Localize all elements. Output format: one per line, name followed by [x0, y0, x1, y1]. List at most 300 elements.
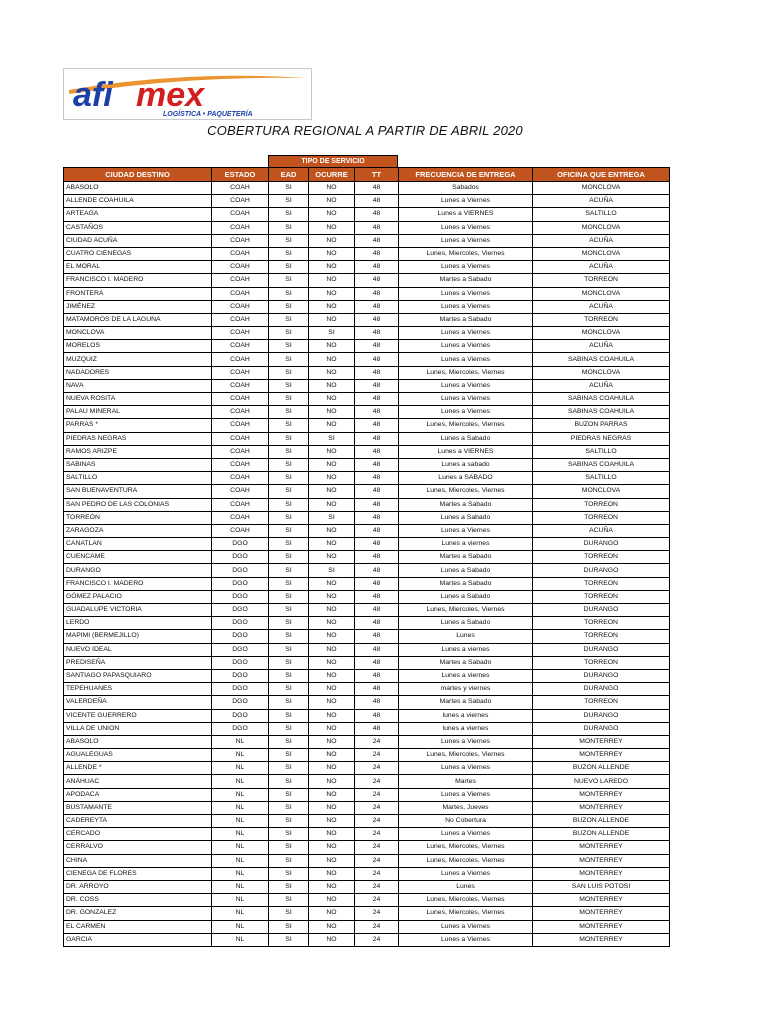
frequency-cell: Lunes a viernes — [399, 538, 533, 551]
state-cell: COAH — [212, 485, 269, 498]
state-cell: DGO — [212, 683, 269, 696]
ead-cell: SI — [269, 485, 309, 498]
ocurre-cell: SI — [309, 327, 355, 340]
state-cell: COAH — [212, 472, 269, 485]
ead-cell: SI — [269, 208, 309, 221]
table-row — [64, 722, 670, 735]
city-cell: PIEDRAS NEGRAS — [64, 432, 212, 445]
office-cell: MONTERREY — [533, 788, 670, 801]
office-cell: TORREON — [533, 656, 670, 669]
state-cell: COAH — [212, 208, 269, 221]
ead-cell: SI — [269, 538, 309, 551]
tt-cell: 48 — [355, 406, 399, 419]
ead-cell: SI — [269, 722, 309, 735]
table-row — [64, 643, 670, 656]
office-cell: SABINAS COAHUILA — [533, 406, 670, 419]
state-cell: NL — [212, 775, 269, 788]
table-row — [64, 261, 670, 274]
frequency-cell: Lunes, Miercoles, Viernes — [399, 485, 533, 498]
ead-cell: SI — [269, 379, 309, 392]
office-cell: DURANGO — [533, 709, 670, 722]
tt-cell: 48 — [355, 617, 399, 630]
table-row — [64, 551, 670, 564]
frequency-cell: Lunes a Viernes — [399, 788, 533, 801]
ocurre-cell: NO — [309, 551, 355, 564]
table-row — [64, 247, 670, 260]
state-cell: COAH — [212, 458, 269, 471]
ead-cell: SI — [269, 801, 309, 814]
frequency-cell: Lunes a Viernes — [399, 406, 533, 419]
office-cell: ACUÑA — [533, 300, 670, 313]
office-cell: TORREON — [533, 551, 670, 564]
tt-cell: 48 — [355, 182, 399, 195]
table-row — [64, 933, 670, 946]
city-cell: CUATRO CIENEGAS — [64, 247, 212, 260]
office-cell: ACUÑA — [533, 234, 670, 247]
city-cell: ANÁHUAC — [64, 775, 212, 788]
city-cell: CHINA — [64, 854, 212, 867]
state-cell: COAH — [212, 261, 269, 274]
office-cell: MONCLOVA — [533, 247, 670, 260]
tt-cell: 48 — [355, 630, 399, 643]
ead-cell: SI — [269, 920, 309, 933]
ocurre-cell: NO — [309, 722, 355, 735]
city-cell: EL CARMEN — [64, 920, 212, 933]
city-cell: FRONTERA — [64, 287, 212, 300]
tt-cell: 48 — [355, 432, 399, 445]
city-cell: FRANCISCO I. MADERO — [64, 577, 212, 590]
office-cell: MONTERREY — [533, 735, 670, 748]
tt-cell: 48 — [355, 234, 399, 247]
frequency-cell: Lunes a Viernes — [399, 867, 533, 880]
ead-cell: SI — [269, 313, 309, 326]
state-cell: NL — [212, 920, 269, 933]
state-cell: NL — [212, 933, 269, 946]
state-cell: COAH — [212, 313, 269, 326]
ocurre-cell: NO — [309, 208, 355, 221]
frequency-cell: Sabados — [399, 182, 533, 195]
ocurre-cell: NO — [309, 419, 355, 432]
office-cell: TORREON — [533, 630, 670, 643]
office-cell: SABINAS COAHUILA — [533, 393, 670, 406]
city-cell: APODACA — [64, 788, 212, 801]
tt-cell: 24 — [355, 867, 399, 880]
ocurre-cell: NO — [309, 485, 355, 498]
office-cell: MONTERREY — [533, 801, 670, 814]
ocurre-cell: NO — [309, 577, 355, 590]
table-row — [64, 749, 670, 762]
city-cell: SAN PEDRO DE LAS COLONIAS — [64, 498, 212, 511]
ocurre-cell: NO — [309, 234, 355, 247]
state-cell: DGO — [212, 617, 269, 630]
ead-cell: SI — [269, 828, 309, 841]
ocurre-cell: NO — [309, 617, 355, 630]
frequency-cell: Martes a Sabado — [399, 498, 533, 511]
table-row — [64, 907, 670, 920]
ocurre-cell: NO — [309, 300, 355, 313]
table-row — [64, 656, 670, 669]
tt-cell: 48 — [355, 564, 399, 577]
ead-cell: SI — [269, 669, 309, 682]
office-cell: PIEDRAS NEGRAS — [533, 432, 670, 445]
state-cell: DGO — [212, 656, 269, 669]
city-cell: NAVA — [64, 379, 212, 392]
state-cell: COAH — [212, 379, 269, 392]
tt-cell: 24 — [355, 894, 399, 907]
ocurre-cell: NO — [309, 221, 355, 234]
logo-tagline: LOGÍSTICA • PAQUETERÍA — [163, 111, 253, 118]
table-row — [64, 538, 670, 551]
ocurre-cell: NO — [309, 828, 355, 841]
city-cell: VILLA DE UNION — [64, 722, 212, 735]
frequency-cell: Lunes a viernes — [399, 643, 533, 656]
table-row — [64, 485, 670, 498]
office-cell: MONTERREY — [533, 749, 670, 762]
office-cell: MONCLOVA — [533, 327, 670, 340]
office-cell: ACUÑA — [533, 195, 670, 208]
state-cell: COAH — [212, 287, 269, 300]
tt-cell: 24 — [355, 920, 399, 933]
frequency-cell: Lunes, Miercoles, Viernes — [399, 419, 533, 432]
frequency-cell: Lunes a Viernes — [399, 920, 533, 933]
logo-text-mex: mex — [136, 76, 205, 114]
state-cell: NL — [212, 801, 269, 814]
tt-cell: 24 — [355, 762, 399, 775]
ead-cell: SI — [269, 933, 309, 946]
city-cell: GUADALUPE VICTORIA — [64, 604, 212, 617]
ead-cell: SI — [269, 327, 309, 340]
frequency-cell: lunes a viernes — [399, 722, 533, 735]
state-cell: NL — [212, 894, 269, 907]
ocurre-cell: NO — [309, 353, 355, 366]
table-row — [64, 564, 670, 577]
ocurre-cell: NO — [309, 709, 355, 722]
tt-cell: 48 — [355, 472, 399, 485]
state-cell: NL — [212, 828, 269, 841]
frequency-cell: Lunes a Viernes — [399, 195, 533, 208]
state-cell: COAH — [212, 498, 269, 511]
ocurre-cell: NO — [309, 854, 355, 867]
ocurre-cell: NO — [309, 524, 355, 537]
tt-cell: 48 — [355, 551, 399, 564]
frequency-cell: Lunes a Viernes — [399, 379, 533, 392]
office-cell: TORREON — [533, 511, 670, 524]
frequency-cell: Lunes — [399, 630, 533, 643]
ead-cell: SI — [269, 762, 309, 775]
city-cell: SALTILLO — [64, 472, 212, 485]
tt-cell: 48 — [355, 221, 399, 234]
office-cell: TORREON — [533, 313, 670, 326]
ocurre-cell: NO — [309, 247, 355, 260]
state-cell: DGO — [212, 590, 269, 603]
state-cell: COAH — [212, 353, 269, 366]
frequency-cell: Martes a Sabado — [399, 577, 533, 590]
tt-cell: 48 — [355, 511, 399, 524]
state-cell: COAH — [212, 182, 269, 195]
tt-cell: 24 — [355, 907, 399, 920]
office-cell: SABINAS COAHUILA — [533, 353, 670, 366]
city-cell: LERDO — [64, 617, 212, 630]
office-cell: MONCLOVA — [533, 485, 670, 498]
state-cell: COAH — [212, 195, 269, 208]
ead-cell: SI — [269, 735, 309, 748]
table-row — [64, 683, 670, 696]
ead-cell: SI — [269, 880, 309, 893]
ead-cell: SI — [269, 472, 309, 485]
office-cell: BUZON ALLENDE — [533, 815, 670, 828]
city-cell: ZARAGOZA — [64, 524, 212, 537]
table-row — [64, 801, 670, 814]
ead-cell: SI — [269, 195, 309, 208]
table-row — [64, 353, 670, 366]
office-cell: TORREON — [533, 590, 670, 603]
city-cell: ARTEAGA — [64, 208, 212, 221]
table-row — [64, 775, 670, 788]
table-row — [64, 406, 670, 419]
tt-cell: 24 — [355, 788, 399, 801]
tt-cell: 48 — [355, 353, 399, 366]
table-row — [64, 287, 670, 300]
city-cell: MORELOS — [64, 340, 212, 353]
city-cell: PALAU MINERAL — [64, 406, 212, 419]
ead-cell: SI — [269, 577, 309, 590]
tt-cell: 48 — [355, 722, 399, 735]
frequency-cell: Lunes, Miercoles, Viernes — [399, 907, 533, 920]
table-row — [64, 366, 670, 379]
city-cell: ABASOLO — [64, 735, 212, 748]
ead-cell: SI — [269, 907, 309, 920]
state-cell: NL — [212, 867, 269, 880]
state-cell: NL — [212, 788, 269, 801]
office-cell: ACUÑA — [533, 379, 670, 392]
city-cell: FRANCISCO I. MADERO — [64, 274, 212, 287]
tt-cell: 24 — [355, 735, 399, 748]
office-cell: DURANGO — [533, 564, 670, 577]
tt-cell: 48 — [355, 208, 399, 221]
tt-cell: 48 — [355, 340, 399, 353]
ocurre-cell: NO — [309, 630, 355, 643]
frequency-cell: Lunes a Viernes — [399, 300, 533, 313]
ead-cell: SI — [269, 656, 309, 669]
office-cell: SALTILLO — [533, 445, 670, 458]
ead-cell: SI — [269, 683, 309, 696]
ead-cell: SI — [269, 867, 309, 880]
ocurre-cell: NO — [309, 445, 355, 458]
office-cell: ACUÑA — [533, 524, 670, 537]
table-row — [64, 590, 670, 603]
office-cell: MONTERREY — [533, 854, 670, 867]
office-cell: MONTERREY — [533, 907, 670, 920]
state-cell: DGO — [212, 604, 269, 617]
ocurre-cell: NO — [309, 274, 355, 287]
state-cell: DGO — [212, 551, 269, 564]
table-row — [64, 511, 670, 524]
tt-cell: 48 — [355, 379, 399, 392]
office-cell: DURANGO — [533, 683, 670, 696]
city-cell: CANATLAN — [64, 538, 212, 551]
ocurre-cell: NO — [309, 749, 355, 762]
table-row — [64, 735, 670, 748]
tt-cell: 48 — [355, 577, 399, 590]
frequency-cell: Lunes a Sabado — [399, 617, 533, 630]
office-cell: MONTERREY — [533, 841, 670, 854]
ocurre-cell: NO — [309, 815, 355, 828]
state-cell: COAH — [212, 445, 269, 458]
frequency-cell: Lunes a Viernes — [399, 340, 533, 353]
ocurre-cell: NO — [309, 406, 355, 419]
ead-cell: SI — [269, 353, 309, 366]
ead-cell: SI — [269, 419, 309, 432]
frequency-cell: Lunes, Miercoles, Viernes — [399, 604, 533, 617]
frequency-cell: Lunes, Miercoles, Viernes — [399, 366, 533, 379]
office-cell: DURANGO — [533, 604, 670, 617]
column-header: TT — [355, 168, 399, 182]
ocurre-cell: SI — [309, 564, 355, 577]
ocurre-cell: SI — [309, 432, 355, 445]
state-cell: NL — [212, 735, 269, 748]
tt-cell: 48 — [355, 366, 399, 379]
frequency-cell: Martes a Sabado — [399, 696, 533, 709]
table-row — [64, 669, 670, 682]
ead-cell: SI — [269, 551, 309, 564]
table-row — [64, 604, 670, 617]
state-cell: COAH — [212, 221, 269, 234]
state-cell: NL — [212, 880, 269, 893]
frequency-cell: Lunes a viernes — [399, 669, 533, 682]
frequency-cell: Lunes a Viernes — [399, 735, 533, 748]
ocurre-cell: NO — [309, 379, 355, 392]
ead-cell: SI — [269, 511, 309, 524]
frequency-cell: Lunes, Miercoles, Viernes — [399, 841, 533, 854]
tt-cell: 24 — [355, 801, 399, 814]
tt-cell: 48 — [355, 696, 399, 709]
tt-cell: 48 — [355, 327, 399, 340]
table-row — [64, 854, 670, 867]
tt-cell: 48 — [355, 419, 399, 432]
state-cell: NL — [212, 854, 269, 867]
city-cell: DURANGO — [64, 564, 212, 577]
office-cell: TORREON — [533, 696, 670, 709]
city-cell: RAMOS ARIZPE — [64, 445, 212, 458]
office-cell: BUZON PARRAS — [533, 419, 670, 432]
frequency-cell: Lunes — [399, 880, 533, 893]
office-cell: SALTILLO — [533, 472, 670, 485]
frequency-cell: Lunes a VIERNES — [399, 208, 533, 221]
state-cell: NL — [212, 762, 269, 775]
tt-cell: 24 — [355, 933, 399, 946]
table-row — [64, 327, 670, 340]
frequency-cell: Lunes a Viernes — [399, 762, 533, 775]
office-cell: DURANGO — [533, 669, 670, 682]
ead-cell: SI — [269, 749, 309, 762]
frequency-cell: lunes a viernes — [399, 709, 533, 722]
state-cell: COAH — [212, 274, 269, 287]
tt-cell: 48 — [355, 261, 399, 274]
ead-cell: SI — [269, 498, 309, 511]
frequency-cell: Lunes a Viernes — [399, 287, 533, 300]
tt-cell: 48 — [355, 195, 399, 208]
frequency-cell: Lunes a Viernes — [399, 933, 533, 946]
tt-cell: 48 — [355, 683, 399, 696]
office-cell: MONCLOVA — [533, 221, 670, 234]
city-cell: MATAMOROS DE LA LAGUNA — [64, 313, 212, 326]
state-cell: COAH — [212, 300, 269, 313]
ocurre-cell: SI — [309, 511, 355, 524]
frequency-cell: Lunes a Viernes — [399, 393, 533, 406]
city-cell: GARCIA — [64, 933, 212, 946]
office-cell: MONCLOVA — [533, 182, 670, 195]
tt-cell: 24 — [355, 775, 399, 788]
table-row — [64, 617, 670, 630]
ead-cell: SI — [269, 564, 309, 577]
column-header: OCURRE — [309, 168, 355, 182]
document-title: COBERTURA REGIONAL A PARTIR DE ABRIL 2020 — [207, 123, 523, 138]
ocurre-cell: NO — [309, 458, 355, 471]
state-cell: DGO — [212, 538, 269, 551]
ocurre-cell: NO — [309, 287, 355, 300]
ocurre-cell: NO — [309, 195, 355, 208]
office-cell: DURANGO — [533, 722, 670, 735]
frequency-cell: Martes a Sabado — [399, 656, 533, 669]
state-cell: DGO — [212, 643, 269, 656]
tt-cell: 48 — [355, 498, 399, 511]
frequency-cell: Martes a Sabado — [399, 274, 533, 287]
tt-cell: 48 — [355, 393, 399, 406]
ead-cell: SI — [269, 366, 309, 379]
tt-cell: 24 — [355, 828, 399, 841]
city-cell: CIENEGA DE FLORES — [64, 867, 212, 880]
frequency-cell: No Cobertura — [399, 815, 533, 828]
office-cell: SABINAS COAHUILA — [533, 458, 670, 471]
column-header: ESTADO — [212, 168, 269, 182]
tt-cell: 48 — [355, 287, 399, 300]
tt-cell: 48 — [355, 485, 399, 498]
ead-cell: SI — [269, 643, 309, 656]
table-row — [64, 472, 670, 485]
tt-cell: 24 — [355, 841, 399, 854]
table-row — [64, 340, 670, 353]
frequency-cell: Lunes a Sabado — [399, 590, 533, 603]
ocurre-cell: NO — [309, 683, 355, 696]
city-cell: ABASOLO — [64, 182, 212, 195]
office-cell: ACUÑA — [533, 340, 670, 353]
city-cell: SANTIAGO PAPASQUIARO — [64, 669, 212, 682]
table-row — [64, 709, 670, 722]
ead-cell: SI — [269, 617, 309, 630]
frequency-cell: Lunes a Viernes — [399, 261, 533, 274]
ead-cell: SI — [269, 894, 309, 907]
table-row — [64, 419, 670, 432]
column-header: CIUDAD DESTINO — [64, 168, 212, 182]
ocurre-cell: NO — [309, 801, 355, 814]
table-row — [64, 182, 670, 195]
city-cell: CIUDAD ACUÑA — [64, 234, 212, 247]
city-cell: ALLENDE * — [64, 762, 212, 775]
city-cell: NUEVA ROSITA — [64, 393, 212, 406]
ocurre-cell: NO — [309, 182, 355, 195]
state-cell: COAH — [212, 511, 269, 524]
frequency-cell: Lunes a sabado — [399, 458, 533, 471]
ocurre-cell: NO — [309, 696, 355, 709]
tt-cell: 48 — [355, 656, 399, 669]
city-cell: JIMÉNEZ — [64, 300, 212, 313]
table-row — [64, 696, 670, 709]
ocurre-cell: NO — [309, 604, 355, 617]
frequency-cell: Lunes, Miercoles, Viernes — [399, 894, 533, 907]
table-row — [64, 920, 670, 933]
tt-cell: 24 — [355, 749, 399, 762]
ead-cell: SI — [269, 406, 309, 419]
